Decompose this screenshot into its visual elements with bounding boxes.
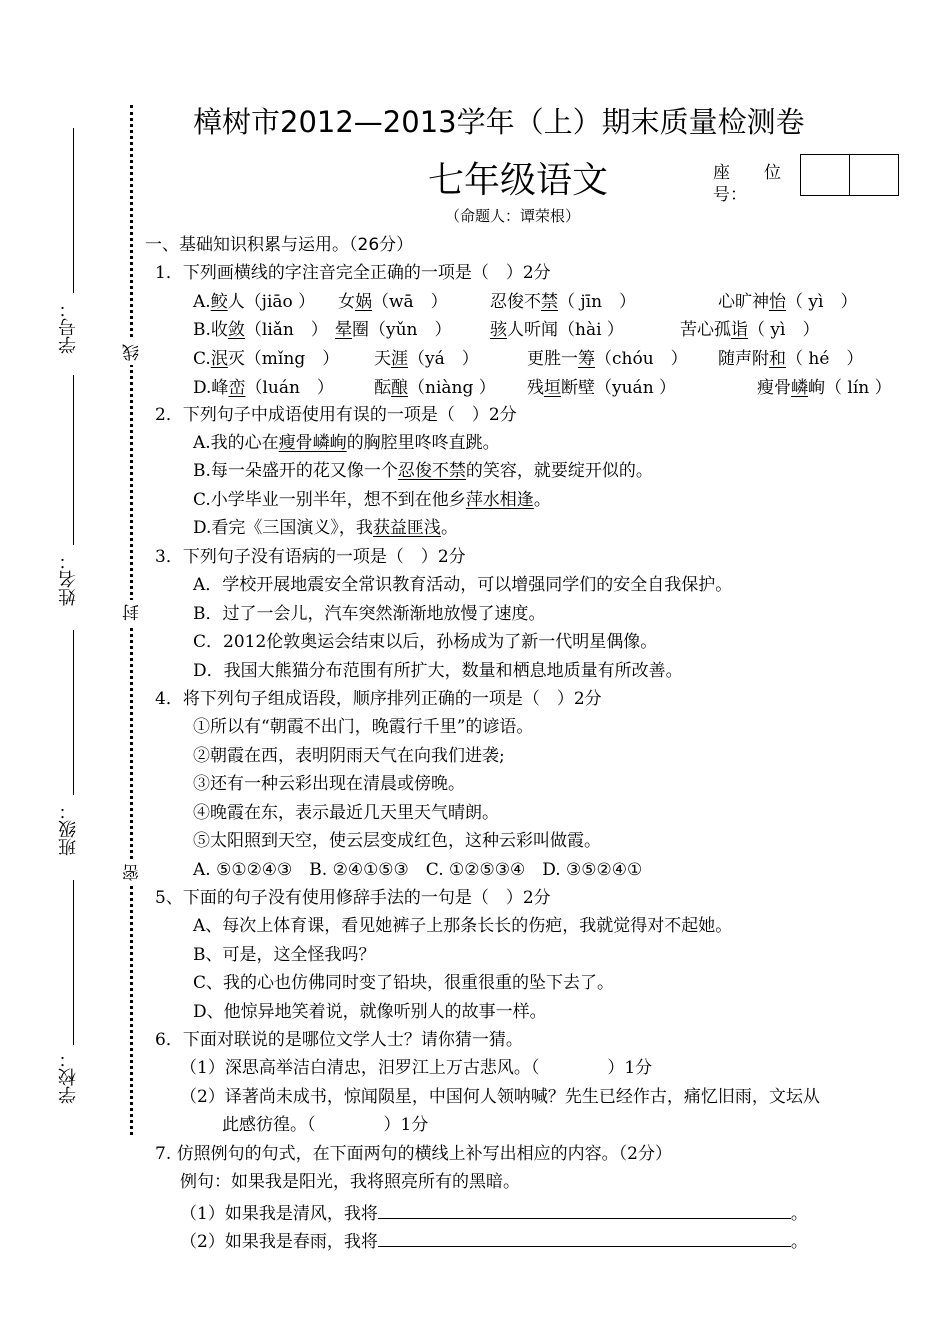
seal-char-line: 线 (120, 340, 145, 365)
q7-stem: 7. 仿照例句的句式，在下面两句的横线上补写出相应的内容。（2分） (155, 1144, 672, 1164)
seal-char-secret: 密 (120, 860, 145, 885)
exam-title: 樟树市2012—2013学年（上）期末质量检测卷 (193, 105, 805, 139)
binding-line-2 (73, 375, 74, 545)
q1-option: 心旷神怡（ yì ） (718, 292, 858, 312)
q2-option: D.看完《三国演义》，我获益匪浅。 (193, 518, 458, 538)
q6-item-1: （1）深思高举洁白清忠，汨罗江上万古悲风。（ ）1分 (180, 1058, 653, 1078)
answer-blank-1[interactable] (378, 1200, 791, 1219)
name-label: 姓名： (58, 552, 79, 606)
q5-stem: 5、下面的句子没有使用修辞手法的一句是（ ）2分 (155, 888, 551, 908)
q4-sentence: ③还有一种云彩出现在清晨或傍晚。 (193, 774, 465, 794)
q4-choices: A. ⑤①②④③ B. ②④①⑤③ C. ①②⑤③④ D. ③⑤②④① (193, 860, 643, 880)
q1-option: 骇人听闻（hài ） (490, 320, 624, 340)
binding-line-4 (73, 880, 74, 1045)
q1-option: 天涯（yá ） (374, 349, 479, 369)
seat-box-2[interactable] (849, 154, 899, 196)
q7-example: 例句：如果我是阳光，我将照亮所有的黑暗。 (180, 1172, 520, 1192)
q1-option: B.收敛（liǎn ） (193, 320, 328, 340)
q3-stem: 3．下列句子没有语病的一项是（ ）2分 (155, 547, 466, 567)
seal-char-seal: 封 (120, 600, 145, 625)
q2-option: C.小学毕业一别半年，想不到在他乡萍水相逢。 (193, 490, 551, 510)
q1-option: 晕圈（yǔn ） (335, 320, 452, 340)
q1-option: D.峰峦（luán ） (193, 378, 334, 398)
q5-option: B、可是，这全怪我吗？ (193, 945, 376, 965)
q1-option: A.鲛人（jiāo ） (193, 292, 316, 312)
q6-item-2-cont: 此感彷徨。（ ）1分 (222, 1115, 429, 1135)
q6-item-2: （2）译著尚未成书，惊闻陨星，中国何人领呐喊？先生已经作古，痛忆旧雨，文坛从 (180, 1087, 820, 1107)
class-label: 班级： (58, 802, 79, 856)
q4-sentence: ①所以有“朝霞不出门，晚霞行千里”的谚语。 (193, 717, 534, 737)
seat-label: 座 位 (713, 163, 781, 183)
q7-item-1: （1）如果我是清风，我将 。 (180, 1200, 808, 1225)
exam-subject: 七年级语文 (428, 160, 609, 201)
seat-label-2: 号： (713, 185, 747, 205)
q5-option: A、每次上体育课，看见她裤子上那条长长的伤疤，我就觉得对不起她。 (193, 916, 733, 936)
q1-option: 酝酿（niàng ） (374, 378, 496, 398)
q5-option: D、他惊异地笑着说，就像听别人的故事一样。 (193, 1002, 547, 1022)
q2-option: B.每一朵盛开的花又像一个忍俊不禁的笑容，就要绽开似的。 (193, 461, 653, 481)
q4-sentence: ④晚霞在东，表示最近几天里天气晴朗。 (193, 803, 499, 823)
q2-option: A.我的心在瘦骨嶙峋的胸腔里咚咚直跳。 (193, 433, 500, 453)
q3-option: B．过了一会儿，汽车突然渐渐地放慢了速度。 (193, 604, 546, 624)
q1-option: 瘦骨嶙峋（ lín ） (757, 378, 892, 398)
section-heading: 一、基础知识积累与运用。（26分） (145, 235, 414, 255)
q6-stem: 6．下面对联说的是哪位文学人士？请你猜一猜。 (155, 1030, 523, 1050)
q1-option: C.泯灭（mǐng ） (193, 349, 340, 369)
school-label: 学校： (58, 1050, 79, 1104)
q1-option: 女娲（wā ） (338, 292, 448, 312)
author-line: （命题人：谭荣根） (445, 207, 581, 225)
binding-line-3 (73, 630, 74, 795)
binding-line-top (73, 128, 74, 293)
student-id-label: 学号： (58, 300, 79, 354)
q7-item-2: （2）如果我是春雨，我将 。 (180, 1228, 808, 1253)
q1-stem: 1．下列画横线的字注音完全正确的一项是（ ）2分 (155, 263, 551, 283)
q1-option: 苦心孤诣（ yì ） (680, 320, 820, 340)
q3-option: A．学校开展地震安全常识教育活动，可以增强同学们的安全自我保护。 (193, 575, 733, 595)
q1-option: 随声附和（ hé ） (718, 349, 864, 369)
q1-option: 残垣断壁（yuán ） (527, 378, 677, 398)
q3-option: D．我国大熊猫分布范围有所扩大，数量和栖息地质量有所改善。 (193, 661, 683, 681)
q4-stem: 4．将下列句子组成语段，顺序排列正确的一项是（ ）2分 (155, 689, 602, 709)
q1-option: 更胜一筹（chóu ） (527, 349, 688, 369)
q4-sentence: ⑤太阳照到天空，使云层变成红色，这种云彩叫做霞。 (193, 831, 601, 851)
seat-box-1[interactable] (800, 154, 850, 196)
answer-blank-2[interactable] (378, 1228, 791, 1247)
q1-option: 忍俊不禁（ jīn ） (490, 292, 637, 312)
q4-sentence: ②朝霞在西，表明阴雨天气在向我们进袭; (193, 746, 505, 766)
q3-option: C．2012伦敦奥运会结束以后，孙杨成为了新一代明星偶像。 (193, 632, 658, 652)
q2-stem: 2．下列句子中成语使用有误的一项是（ ）2分 (155, 405, 517, 425)
q5-option: C、我的心也仿佛同时变了铅块，很重很重的坠下去了。 (193, 973, 615, 993)
